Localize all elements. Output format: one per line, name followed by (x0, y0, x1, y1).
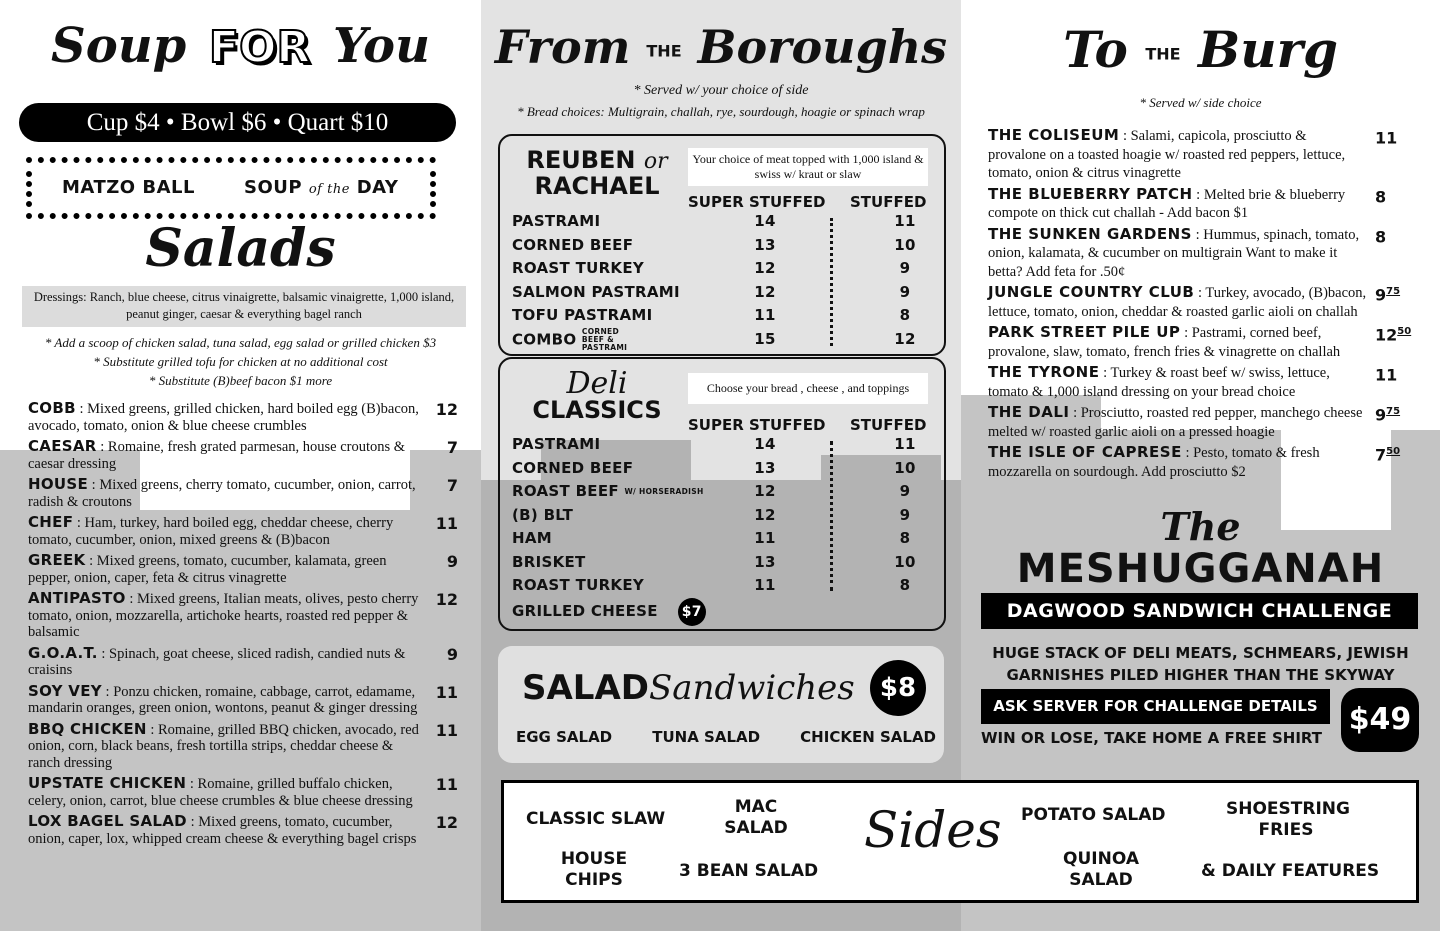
salad-sandwich-item: TUNA SALAD (652, 728, 761, 746)
price-super: 14 (754, 212, 776, 230)
item-name: LOX BAGEL SALAD (28, 812, 187, 830)
item-price (1375, 363, 1397, 385)
item-name: UPSTATE CHICKEN (28, 774, 187, 792)
price-dollars: 7 (1375, 445, 1387, 465)
side-item: HOUSE CHIPS (560, 849, 628, 890)
heading-a: Deli (566, 366, 628, 401)
deli-classics-box (498, 357, 946, 631)
sides-box (501, 780, 1419, 903)
burg-title (961, 20, 1440, 79)
item-price (1375, 185, 1386, 207)
price-cents: 75 (1386, 286, 1401, 297)
row-name: SALMON PASTRAMI (512, 282, 680, 301)
title-word: Burg (1197, 20, 1338, 79)
menu-row (512, 480, 942, 504)
salad-list (28, 399, 458, 851)
salad-item (28, 774, 458, 809)
salads-title: Salads (145, 218, 336, 279)
soup-salads-panel (0, 0, 481, 931)
item-desc: : Mixed greens, cherry tomato, cucumber, onion, carrot, radish & croutons (28, 477, 416, 510)
side-item: MAC SALAD (724, 797, 788, 838)
title-a: SALAD (522, 668, 650, 708)
item-price (1375, 443, 1400, 465)
sotd-b: of the (308, 182, 350, 197)
title-word: From (494, 20, 631, 74)
item-desc: : Turkey, avocado, (B)bacon, lettuce, tomato, onion, cheddar & roasted garlic aioli on challah (988, 285, 1367, 320)
item-desc: : Romaine, fresh grated parmesan, house croutons & caesar dressing (28, 439, 406, 472)
heading-a: REUBEN (526, 146, 636, 174)
salad-item (28, 719, 458, 772)
matzo-ball-label: MATZO BALL (62, 177, 195, 198)
col-stuffed: STUFFED (850, 193, 927, 211)
item-desc: : Romaine, grilled buffalo chicken, celery, onion, carrot, blue cheese crumbles & blue cheese dressing (28, 776, 413, 809)
salad-item (28, 589, 458, 641)
sandwich-item (988, 363, 1398, 401)
price-cents: 50 (1386, 446, 1401, 457)
item-name: CAESAR (28, 437, 97, 455)
item-desc: : Mixed greens, Italian meats, olives, pesto cherry tomato, onion, mozzarella, artichoke hearts, roasted red pepper & balsamic (28, 591, 419, 640)
menu-row (512, 527, 942, 551)
challenge-bar: DAGWOOD SANDWICH CHALLENGE (981, 593, 1418, 629)
salad-item (28, 551, 458, 586)
col-super-stuffed: SUPER STUFFED (688, 416, 826, 434)
price-super: 11 (754, 306, 776, 324)
item-desc: : Prosciutto, roasted red pepper, manchego cheese melted w/ roasted garlic aioli on a pressed hoagie (988, 405, 1363, 440)
item-price: 9 (446, 644, 458, 664)
item-name: CHEF (28, 513, 74, 531)
item-desc: : Mixed greens, tomato, cucumber, kalamata, green pepper, onion, caper, feta & citrus vinagrette (28, 553, 387, 586)
salad-item (28, 643, 458, 679)
price-stuffed: 10 (894, 458, 916, 477)
menu-row (512, 504, 942, 528)
item-price (1375, 283, 1400, 305)
item-desc: : Melted brie & blueberry compote on thick cut challah - Add bacon $1 (988, 186, 1346, 221)
item-name: THE COLISEUM (988, 126, 1120, 144)
meshugganah-title: MESHUGGANAH (1016, 546, 1385, 592)
salad-item (28, 437, 458, 472)
item-name: ANTIPASTO (28, 589, 126, 607)
side-item: CLASSIC SLAW (526, 809, 666, 829)
sandwich-item (988, 283, 1401, 321)
price-stuffed: 12 (894, 329, 916, 348)
price-super: 11 (754, 576, 776, 594)
row-name: ROAST TURKEY (512, 576, 645, 594)
menu-row (512, 328, 942, 352)
item-price (1375, 126, 1397, 148)
item-name: THE TYRONE (988, 363, 1100, 381)
price-dollars: 12 (1375, 325, 1398, 345)
heading-or: or (643, 149, 668, 174)
item-desc: : Pesto, tomato & fresh mozzarella on sourdough. Add prosciutto $2 (988, 445, 1320, 480)
salad-sandwich-item: CHICKEN SALAD (800, 728, 936, 746)
price-stuffed: 9 (899, 505, 911, 524)
sandwich-item (988, 403, 1401, 441)
price-dollars: 9 (1375, 285, 1387, 305)
salad-notes (0, 333, 481, 390)
row-name: PASTRAMI (512, 435, 601, 453)
price-super: 13 (754, 458, 776, 477)
item-name: HOUSE (28, 475, 89, 493)
row-name: HAM (512, 529, 552, 547)
reuben-rachael-box (498, 134, 946, 356)
price-stuffed: 9 (899, 259, 911, 277)
item-desc: : Ham, turkey, hard boiled egg, cheddar cheese, cherry tomato, cucumber, onion, mixed greens & (B)bacon (28, 515, 394, 548)
row-name: (B) BLT (512, 505, 574, 524)
menu-row (512, 433, 942, 457)
price-super: 15 (754, 329, 776, 348)
row-name: CORNED BEEF (512, 458, 634, 477)
col-super-stuffed: SUPER STUFFED (688, 193, 826, 211)
title-the: THE (1145, 44, 1181, 64)
item-desc: : Pastrami, corned beef, provalone, slaw, tomato, french fries & vinagrette on challah (988, 325, 1341, 360)
heading-b: RACHAEL (534, 172, 660, 200)
bread-note: * Bread choices: Multigrain, challah, rye, sourdough, hoagie or spinach wrap (517, 104, 925, 119)
row-name: ROAST TURKEY (512, 259, 645, 277)
price-stuffed: 8 (899, 576, 911, 594)
boroughs-title (481, 20, 961, 74)
meshugganah-the: The (1160, 504, 1241, 549)
item-price (1375, 225, 1386, 247)
item-name: GREEK (28, 551, 86, 569)
price-super: 13 (754, 235, 776, 254)
menu-row (512, 281, 942, 305)
row-name: GRILLED CHEESE (512, 601, 658, 620)
challenge-price: $49 (1341, 688, 1419, 752)
burg-note: * Served w/ side choice (1139, 95, 1262, 110)
item-name: BBQ CHICKEN (28, 719, 147, 738)
sandwich-item (988, 184, 1387, 223)
item-desc: : Ponzu chicken, romaine, cabbage, carrot, edamame, mandarin oranges, green onion, wontons, peanut & ginger dressing (28, 683, 418, 716)
burg-list (988, 126, 1412, 483)
challenge-win: WIN OR LOSE, TAKE HOME A FREE SHIRT (981, 729, 1323, 747)
price-cents: 75 (1386, 406, 1401, 417)
side-item: 3 BEAN SALAD (679, 861, 819, 881)
soup-options-box (26, 157, 436, 219)
soup-of-the-day-label (244, 177, 398, 198)
heading-b: CLASSICS (532, 396, 662, 424)
row-sub: CORNED BEEF & PASTRAMI (581, 326, 628, 352)
item-desc: : Romaine, grilled BBQ chicken, avocado, red onion, corn, black beans, fresh tortilla strips, cheddar cheese & ranch dressing (28, 721, 419, 771)
challenge-ask: ASK SERVER FOR CHALLENGE DETAILS (981, 689, 1330, 724)
item-price: 12 (435, 400, 458, 419)
salad-item (28, 681, 458, 717)
salad-sandwiches-title (522, 668, 855, 708)
price-super: 12 (754, 259, 776, 277)
menu-row (512, 551, 942, 575)
price-stuffed: 9 (899, 482, 911, 500)
price-super: 12 (754, 482, 776, 500)
side-item: & DAILY FEATURES (1201, 861, 1380, 881)
menu-row (512, 234, 942, 258)
price-stuffed: 10 (894, 235, 916, 254)
sides-title: Sides (864, 801, 1002, 859)
grilled-cheese-row (512, 598, 942, 622)
item-price (1375, 403, 1400, 425)
menu-row (512, 457, 942, 481)
soup-title (0, 18, 481, 74)
salad-item (28, 399, 458, 434)
title-b: Sandwiches (649, 668, 855, 708)
price-dollars: 11 (1375, 128, 1398, 148)
item-price: 11 (435, 775, 458, 794)
salad-note: * Substitute (B)beef bacon $1 more (148, 373, 333, 388)
side-note: * Served w/ your choice of side (633, 83, 809, 98)
salad-item (28, 812, 458, 847)
soup-title-word-3: You (332, 18, 430, 74)
side-item: POTATO SALAD (1021, 805, 1166, 825)
price-super: 13 (754, 552, 776, 571)
price-super: 14 (754, 435, 776, 453)
item-name: THE BLUEBERRY PATCH (988, 184, 1193, 203)
salad-note: * Substitute grilled tofu for chicken at no additional cost (93, 354, 388, 369)
row-name: TOFU PASTRAMI (512, 306, 653, 324)
row-name: COMBO (512, 330, 577, 348)
price-super: 12 (754, 505, 776, 524)
sandwich-item (988, 224, 1387, 282)
price-stuffed: 11 (894, 212, 916, 230)
item-price: 11 (435, 514, 458, 533)
item-name: G.O.A.T. (28, 643, 98, 662)
deli-rows (512, 433, 942, 621)
salad-note: * Add a scoop of chicken salad, tuna salad, egg salad or grilled chicken $3 (44, 335, 437, 350)
reuben-rows (512, 210, 942, 351)
sandwich-item (988, 126, 1398, 183)
salad-sandwiches-items (516, 728, 936, 746)
side-item: SHOESTRING FRIES (1226, 799, 1350, 840)
price-dollars: 8 (1375, 226, 1387, 246)
salad-sandwiches-box (498, 646, 944, 763)
price-stuffed: 8 (899, 306, 911, 324)
item-name: COBB (28, 399, 76, 417)
price-super: 12 (754, 282, 776, 301)
col-stuffed: STUFFED (850, 416, 927, 434)
item-desc: : Salami, capicola, prosciutto & provalone on a toasted hoagie w/ roasted red peppers, lettuce, tomato, onion & citrus vinagrette (988, 128, 1346, 181)
row-name: BRISKET (512, 552, 586, 571)
side-item: QUINOA SALAD (1063, 849, 1139, 890)
item-price: 12 (435, 590, 458, 609)
item-desc: : Spinach, goat cheese, sliced radish, candied nuts & craisins (28, 645, 406, 678)
item-price (1375, 323, 1411, 345)
title-the: THE (646, 41, 682, 61)
challenge-desc: HUGE STACK OF DELI MEATS, SCHMEARS, JEWISH GARNISHES PILED HIGHER THAN THE SKYWAY (992, 644, 1409, 684)
menu-row (512, 210, 942, 234)
row-name: PASTRAMI (512, 212, 601, 230)
price-dollars: 11 (1375, 365, 1398, 385)
price-stuffed: 10 (894, 552, 916, 571)
sotd-c: DAY (356, 177, 399, 198)
item-price: 7 (446, 476, 458, 495)
sotd-a: SOUP (244, 177, 303, 198)
item-price: 9 (446, 552, 458, 571)
item-price: 11 (435, 682, 458, 702)
soup-title-word-1: Soup (51, 18, 187, 74)
price-stuffed: 9 (899, 282, 911, 301)
item-price: 12 (435, 813, 458, 832)
item-price: 11 (435, 720, 458, 740)
title-word: Boroughs (697, 20, 948, 74)
price-super: 11 (754, 529, 776, 547)
price-dollars: 9 (1375, 405, 1387, 425)
row-name: CORNED BEEF (512, 235, 634, 254)
item-desc: : Hummus, spinach, tomato, onion, kalamata, & cucumber on multigrain Want to make it betta? Add feta for .50¢ (988, 226, 1360, 280)
deli-desc: Choose your bread , cheese , and toppings (688, 373, 928, 404)
item-name: THE SUNKEN GARDENS (988, 224, 1192, 243)
item-name: THE DALI (988, 403, 1070, 421)
menu-row (512, 574, 942, 598)
grilled-cheese-price: $7 (678, 598, 706, 626)
salad-item (28, 475, 458, 510)
sandwich-item (988, 443, 1401, 481)
price-stuffed: 11 (894, 435, 916, 453)
item-name: SOY VEY (28, 681, 102, 700)
price-dollars: 8 (1375, 186, 1387, 206)
soup-prices: Cup $4 • Bowl $6 • Quart $10 (19, 103, 456, 142)
item-price: 7 (446, 438, 458, 457)
sandwich-item (988, 323, 1412, 361)
salad-item (28, 513, 458, 548)
salad-sandwiches-price: $8 (870, 660, 926, 716)
deli-heading (512, 366, 682, 424)
item-name: JUNGLE COUNTRY CLUB (988, 283, 1195, 301)
row-sub: W/ HORSERADISH (624, 486, 704, 496)
menu-row (512, 257, 942, 281)
price-cents: 50 (1397, 326, 1412, 337)
dressings-note: Dressings: Ranch, blue cheese, citrus vinaigrette, balsamic vinaigrette, 1,000 island, peanut ginger, caesar & everything bagel ranch (22, 286, 466, 327)
soup-title-word-2: FOR (208, 22, 311, 73)
salad-sandwich-item: EGG SALAD (516, 728, 613, 746)
item-name: THE ISLE OF CAPRESE (988, 443, 1182, 461)
item-desc: : Mixed greens, tomato, cucumber, onion, caper, lox, whipped cream cheese & everything bagel crisps (28, 814, 417, 847)
menu-row (512, 304, 942, 328)
row-name: ROAST BEEF (512, 482, 619, 500)
price-stuffed: 8 (899, 529, 911, 547)
reuben-desc: Your choice of meat topped with 1,000 island & swiss w/ kraut or slaw (688, 148, 928, 186)
item-desc: : Turkey & roast beef w/ swiss, lettuce, tomato & 1,000 island dressing on your bread choice (988, 365, 1330, 400)
title-word: To (1063, 20, 1128, 79)
reuben-heading (512, 148, 682, 199)
item-desc: : Mixed greens, grilled chicken, hard boiled egg (B)bacon, avocado, tomato, onion & blue cheese crumbles (28, 401, 419, 434)
item-name: PARK STREET PILE UP (988, 323, 1181, 341)
